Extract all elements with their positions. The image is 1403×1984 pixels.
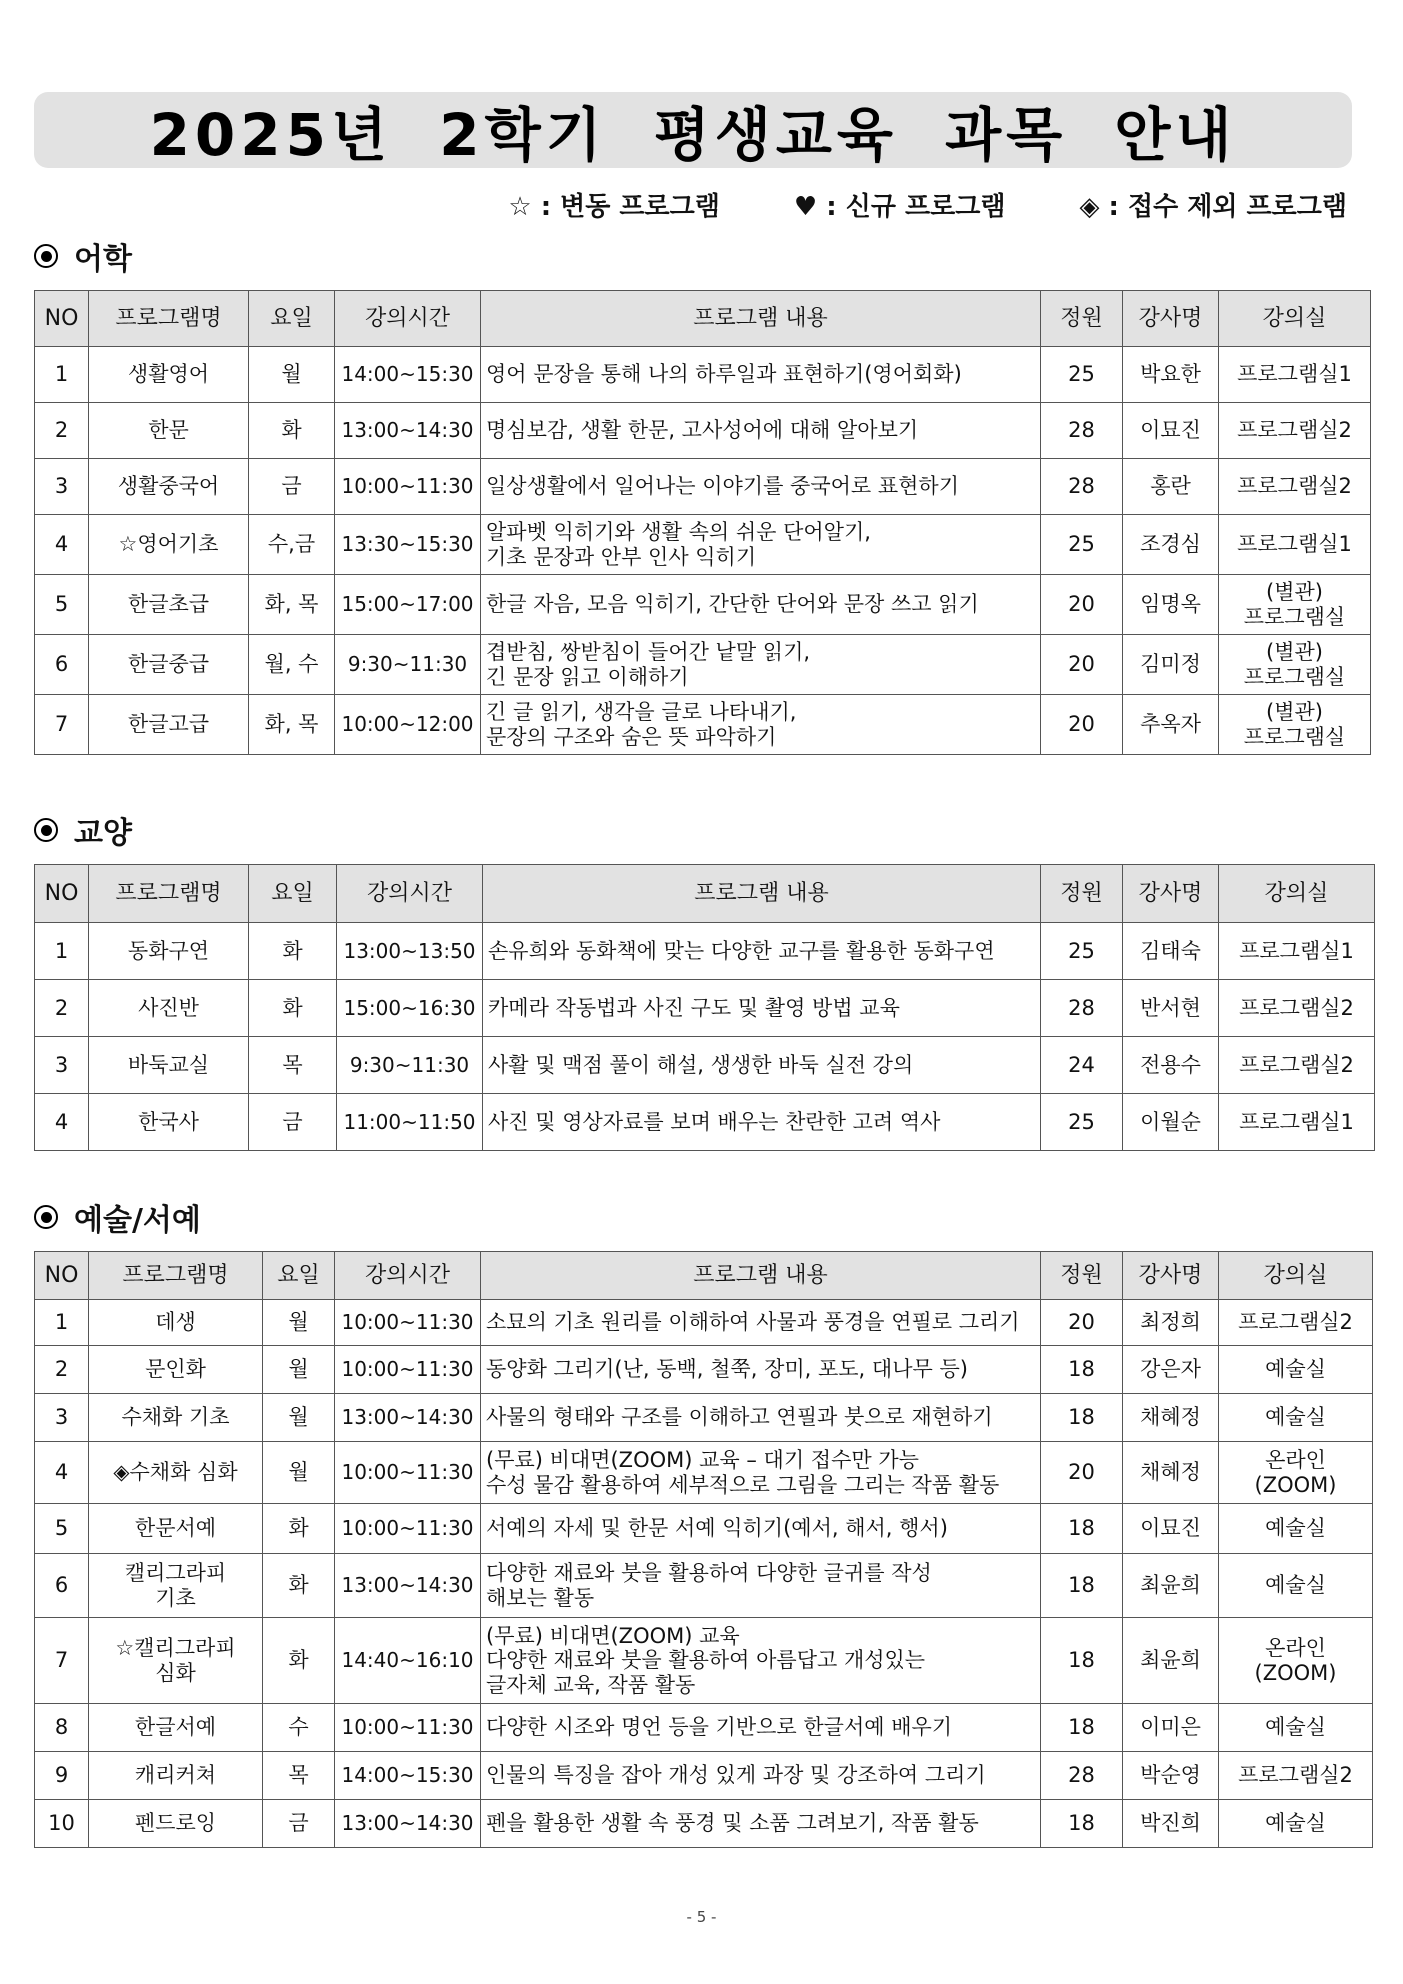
column-header-time: 강의시간: [335, 291, 481, 347]
cell-day: 월: [263, 1300, 335, 1346]
cell-time: 13:00~14:30: [335, 403, 481, 459]
cell-room: 온라인 (ZOOM): [1219, 1442, 1373, 1504]
cell-room: 예술실: [1219, 1346, 1373, 1394]
cell-capacity: 25: [1041, 1094, 1123, 1151]
cell-name: 한문: [89, 403, 249, 459]
cell-content: 겹받침, 쌍받침이 들어간 낱말 읽기, 긴 문장 읽고 이해하기: [481, 635, 1041, 695]
page-number: - 5 -: [686, 1908, 717, 1926]
cell-capacity: 20: [1041, 635, 1123, 695]
cell-instructor: 이묘진: [1123, 1504, 1219, 1554]
cell-name: 한글초급: [89, 575, 249, 635]
cell-capacity: 18: [1041, 1554, 1123, 1618]
cell-room: 프로그램실2: [1219, 1300, 1373, 1346]
table-row: [35, 403, 1371, 459]
cell-time: 15:00~16:30: [337, 980, 483, 1037]
cell-room: 프로그램실2: [1219, 459, 1371, 515]
table-row: [35, 1094, 1375, 1151]
cell-name: 한글서예: [89, 1704, 263, 1752]
cell-instructor: 박순영: [1123, 1752, 1219, 1800]
column-header-room: 강의실: [1219, 1252, 1373, 1300]
radio-bullet-icon: [34, 1205, 58, 1229]
cell-time: 10:00~11:30: [335, 459, 481, 515]
cell-room: 프로그램실1: [1219, 347, 1371, 403]
column-header-content: 프로그램 내용: [481, 1252, 1041, 1300]
cell-day: 월: [249, 347, 335, 403]
cell-instructor: 최정희: [1123, 1300, 1219, 1346]
cell-no: 3: [35, 459, 89, 515]
cell-no: 6: [35, 1554, 89, 1618]
cell-capacity: 28: [1041, 980, 1123, 1037]
cell-instructor: 채혜정: [1123, 1394, 1219, 1442]
column-header-day: 요일: [249, 865, 337, 923]
cell-content: (무료) 비대면(ZOOM) 교육 – 대기 접수만 가능 수성 물감 활용하여 세부적으로 그림을 그리는 작품 활동: [481, 1442, 1041, 1504]
cell-capacity: 28: [1041, 1752, 1123, 1800]
cell-instructor: 이월순: [1123, 1094, 1219, 1151]
table-row: [35, 575, 1371, 635]
cell-no: 6: [35, 635, 89, 695]
cell-room: 예술실: [1219, 1394, 1373, 1442]
cell-capacity: 18: [1041, 1800, 1123, 1848]
cell-name: 데생: [89, 1300, 263, 1346]
cell-content: 손유희와 동화책에 맞는 다양한 교구를 활용한 동화구연: [483, 923, 1041, 980]
table-row: [35, 1300, 1373, 1346]
cell-instructor: 조경심: [1123, 515, 1219, 575]
cell-day: 수: [263, 1704, 335, 1752]
cell-instructor: 박진희: [1123, 1800, 1219, 1848]
title-banner: [34, 92, 1352, 168]
cell-room: 프로그램실2: [1219, 980, 1375, 1037]
cell-name: 캐리커쳐: [89, 1752, 263, 1800]
cell-instructor: 강은자: [1123, 1346, 1219, 1394]
cell-instructor: 임명옥: [1123, 575, 1219, 635]
cell-day: 화: [249, 980, 337, 1037]
cell-no: 10: [35, 1800, 89, 1848]
cell-capacity: 24: [1041, 1037, 1123, 1094]
legend: [508, 186, 1347, 223]
cell-day: 목: [249, 1037, 337, 1094]
cell-content: 알파벳 익히기와 생활 속의 쉬운 단어알기, 기초 문장과 안부 인사 익히기: [481, 515, 1041, 575]
cell-instructor: 반서현: [1123, 980, 1219, 1037]
cell-time: 13:00~13:50: [337, 923, 483, 980]
cell-capacity: 20: [1041, 1300, 1123, 1346]
cell-name: 한문서예: [89, 1504, 263, 1554]
cell-time: 14:00~15:30: [335, 1752, 481, 1800]
cell-instructor: 채혜정: [1123, 1442, 1219, 1504]
cell-content: 서예의 자세 및 한문 서예 익히기(예서, 해서, 행서): [481, 1504, 1041, 1554]
cell-no: 3: [35, 1037, 89, 1094]
cell-name: 동화구연: [89, 923, 249, 980]
cell-room: 프로그램실1: [1219, 923, 1375, 980]
table-row: [35, 1704, 1373, 1752]
table-row: [35, 635, 1371, 695]
table-row: [35, 1800, 1373, 1848]
cell-day: 수,금: [249, 515, 335, 575]
cell-name: 한글중급: [89, 635, 249, 695]
table-row: [35, 923, 1375, 980]
table-row: [35, 1442, 1373, 1504]
section-title: 예술/서예: [74, 1203, 201, 1238]
cell-no: 8: [35, 1704, 89, 1752]
cell-content: 사활 및 맥점 풀이 해설, 생생한 바둑 실전 강의: [483, 1037, 1041, 1094]
cell-capacity: 18: [1041, 1346, 1123, 1394]
cell-name: 사진반: [89, 980, 249, 1037]
cell-name: 문인화: [89, 1346, 263, 1394]
cell-time: 15:00~17:00: [335, 575, 481, 635]
cell-room: 프로그램실2: [1219, 1037, 1375, 1094]
schedule-table: [34, 1251, 1373, 1848]
cell-name: ☆캘리그라피 심화: [89, 1618, 263, 1704]
column-header-day: 요일: [263, 1252, 335, 1300]
cell-capacity: 25: [1041, 515, 1123, 575]
section-heading: [34, 808, 132, 852]
cell-day: 화, 목: [249, 575, 335, 635]
column-header-room: 강의실: [1219, 865, 1375, 923]
cell-name: 바둑교실: [89, 1037, 249, 1094]
column-header-content: 프로그램 내용: [481, 291, 1041, 347]
cell-capacity: 25: [1041, 347, 1123, 403]
cell-content: 사진 및 영상자료를 보며 배우는 찬란한 고려 역사: [483, 1094, 1041, 1151]
table-row: [35, 1037, 1375, 1094]
cell-instructor: 이묘진: [1123, 403, 1219, 459]
cell-day: 월: [263, 1442, 335, 1504]
cell-name: ☆영어기초: [89, 515, 249, 575]
table-header-row: [35, 1252, 1373, 1300]
table-row: [35, 1554, 1373, 1618]
cell-time: 9:30~11:30: [335, 635, 481, 695]
cell-content: (무료) 비대면(ZOOM) 교육 다양한 재료와 붓을 활용하여 아름답고 개성있는 글자체 교육, 작품 활동: [481, 1618, 1041, 1704]
cell-content: 인물의 특징을 잡아 개성 있게 과장 및 강조하여 그리기: [481, 1752, 1041, 1800]
cell-day: 화: [263, 1504, 335, 1554]
cell-no: 1: [35, 1300, 89, 1346]
table-row: [35, 347, 1371, 403]
cell-day: 월: [263, 1346, 335, 1394]
cell-no: 5: [35, 1504, 89, 1554]
cell-capacity: 20: [1041, 1442, 1123, 1504]
cell-content: 다양한 재료와 붓을 활용하여 다양한 글귀를 작성 해보는 활동: [481, 1554, 1041, 1618]
cell-instructor: 최윤희: [1123, 1554, 1219, 1618]
cell-room: 예술실: [1219, 1800, 1373, 1848]
cell-content: 긴 글 읽기, 생각을 글로 나타내기, 문장의 구조와 숨은 뜻 파악하기: [481, 695, 1041, 755]
cell-name: 수채화 기초: [89, 1394, 263, 1442]
cell-no: 2: [35, 980, 89, 1037]
cell-room: 프로그램실1: [1219, 515, 1371, 575]
cell-day: 화: [249, 923, 337, 980]
cell-content: 다양한 시조와 명언 등을 기반으로 한글서예 배우기: [481, 1704, 1041, 1752]
legend-changed: ☆ : 변동 프로그램: [508, 192, 720, 222]
cell-no: 7: [35, 1618, 89, 1704]
column-header-no: NO: [35, 865, 89, 923]
radio-bullet-icon: [34, 244, 58, 268]
cell-time: 13:00~14:30: [335, 1394, 481, 1442]
cell-day: 월: [263, 1394, 335, 1442]
cell-room: 온라인 (ZOOM): [1219, 1618, 1373, 1704]
cell-instructor: 추옥자: [1123, 695, 1219, 755]
radio-bullet-icon: [34, 818, 58, 842]
page-title: 2025년 2학기 평생교육 과목 안내: [149, 101, 1237, 169]
cell-instructor: 홍란: [1123, 459, 1219, 515]
cell-day: 금: [249, 1094, 337, 1151]
table-header-row: [35, 291, 1371, 347]
cell-content: 명심보감, 생활 한문, 고사성어에 대해 알아보기: [481, 403, 1041, 459]
cell-content: 사물의 형태와 구조를 이해하고 연필과 붓으로 재현하기: [481, 1394, 1041, 1442]
table-header-row: [35, 865, 1375, 923]
schedule-table: [34, 290, 1371, 755]
cell-room: (별관) 프로그램실: [1219, 635, 1371, 695]
column-header-name: 프로그램명: [89, 1252, 263, 1300]
column-header-instructor: 강사명: [1123, 865, 1219, 923]
cell-day: 월, 수: [249, 635, 335, 695]
cell-no: 1: [35, 923, 89, 980]
cell-time: 10:00~12:00: [335, 695, 481, 755]
cell-no: 4: [35, 1442, 89, 1504]
cell-time: 11:00~11:50: [337, 1094, 483, 1151]
cell-time: 10:00~11:30: [335, 1346, 481, 1394]
cell-room: 프로그램실2: [1219, 403, 1371, 459]
cell-capacity: 20: [1041, 695, 1123, 755]
cell-time: 10:00~11:30: [335, 1300, 481, 1346]
column-header-name: 프로그램명: [89, 865, 249, 923]
cell-room: (별관) 프로그램실: [1219, 695, 1371, 755]
table-row: [35, 980, 1375, 1037]
cell-no: 4: [35, 515, 89, 575]
cell-content: 동양화 그리기(난, 동백, 철쭉, 장미, 포도, 대나무 등): [481, 1346, 1041, 1394]
table-row: [35, 695, 1371, 755]
legend-new: ♥ : 신규 프로그램: [793, 192, 1006, 222]
section-title: 어학: [74, 242, 132, 277]
cell-no: 4: [35, 1094, 89, 1151]
column-header-room: 강의실: [1219, 291, 1371, 347]
cell-instructor: 김태숙: [1123, 923, 1219, 980]
cell-name: ◈수채화 심화: [89, 1442, 263, 1504]
column-header-content: 프로그램 내용: [483, 865, 1041, 923]
cell-instructor: 김미정: [1123, 635, 1219, 695]
cell-time: 10:00~11:30: [335, 1442, 481, 1504]
cell-time: 13:00~14:30: [335, 1800, 481, 1848]
cell-capacity: 28: [1041, 403, 1123, 459]
cell-day: 화: [263, 1618, 335, 1704]
cell-name: 캘리그라피 기초: [89, 1554, 263, 1618]
cell-capacity: 20: [1041, 575, 1123, 635]
table-row: [35, 1346, 1373, 1394]
cell-content: 카메라 작동법과 사진 구도 및 촬영 방법 교육: [483, 980, 1041, 1037]
cell-name: 펜드로잉: [89, 1800, 263, 1848]
column-header-time: 강의시간: [335, 1252, 481, 1300]
cell-time: 13:00~14:30: [335, 1554, 481, 1618]
cell-content: 소묘의 기초 원리를 이해하여 사물과 풍경을 연필로 그리기: [481, 1300, 1041, 1346]
section-heading: [34, 234, 132, 278]
cell-capacity: 18: [1041, 1704, 1123, 1752]
table-row: [35, 1504, 1373, 1554]
legend-excluded: ◈ : 접수 제외 프로그램: [1079, 192, 1347, 222]
cell-instructor: 박요한: [1123, 347, 1219, 403]
column-header-capacity: 정원: [1041, 865, 1123, 923]
cell-capacity: 28: [1041, 459, 1123, 515]
cell-name: 생활중국어: [89, 459, 249, 515]
cell-capacity: 18: [1041, 1504, 1123, 1554]
cell-no: 2: [35, 403, 89, 459]
column-header-name: 프로그램명: [89, 291, 249, 347]
cell-no: 5: [35, 575, 89, 635]
cell-instructor: 전용수: [1123, 1037, 1219, 1094]
cell-content: 펜을 활용한 생활 속 풍경 및 소품 그려보기, 작품 활동: [481, 1800, 1041, 1848]
cell-room: 예술실: [1219, 1554, 1373, 1618]
cell-no: 2: [35, 1346, 89, 1394]
cell-day: 금: [263, 1800, 335, 1848]
cell-room: 프로그램실2: [1219, 1752, 1373, 1800]
cell-capacity: 18: [1041, 1618, 1123, 1704]
cell-time: 10:00~11:30: [335, 1704, 481, 1752]
cell-day: 화: [263, 1554, 335, 1618]
cell-room: 예술실: [1219, 1704, 1373, 1752]
cell-no: 9: [35, 1752, 89, 1800]
column-header-no: NO: [35, 291, 89, 347]
cell-name: 한글고급: [89, 695, 249, 755]
cell-time: 9:30~11:30: [337, 1037, 483, 1094]
table-row: [35, 515, 1371, 575]
cell-room: 예술실: [1219, 1504, 1373, 1554]
column-header-time: 강의시간: [337, 865, 483, 923]
section-title: 교양: [74, 816, 132, 851]
column-header-day: 요일: [249, 291, 335, 347]
cell-no: 7: [35, 695, 89, 755]
column-header-no: NO: [35, 1252, 89, 1300]
table-row: [35, 1394, 1373, 1442]
table-row: [35, 1752, 1373, 1800]
column-header-capacity: 정원: [1041, 1252, 1123, 1300]
cell-no: 1: [35, 347, 89, 403]
cell-capacity: 18: [1041, 1394, 1123, 1442]
cell-room: (별관) 프로그램실: [1219, 575, 1371, 635]
cell-day: 목: [263, 1752, 335, 1800]
cell-time: 13:30~15:30: [335, 515, 481, 575]
cell-day: 금: [249, 459, 335, 515]
cell-content: 한글 자음, 모음 익히기, 간단한 단어와 문장 쓰고 읽기: [481, 575, 1041, 635]
cell-instructor: 최윤희: [1123, 1618, 1219, 1704]
column-header-instructor: 강사명: [1123, 1252, 1219, 1300]
cell-name: 한국사: [89, 1094, 249, 1151]
cell-day: 화, 목: [249, 695, 335, 755]
cell-content: 영어 문장을 통해 나의 하루일과 표현하기(영어회화): [481, 347, 1041, 403]
section-heading: [34, 1195, 201, 1239]
cell-time: 14:40~16:10: [335, 1618, 481, 1704]
cell-capacity: 25: [1041, 923, 1123, 980]
cell-room: 프로그램실1: [1219, 1094, 1375, 1151]
cell-time: 14:00~15:30: [335, 347, 481, 403]
table-row: [35, 1618, 1373, 1704]
column-header-instructor: 강사명: [1123, 291, 1219, 347]
table-row: [35, 459, 1371, 515]
cell-no: 3: [35, 1394, 89, 1442]
cell-time: 10:00~11:30: [335, 1504, 481, 1554]
schedule-table: [34, 864, 1375, 1151]
cell-content: 일상생활에서 일어나는 이야기를 중국어로 표현하기: [481, 459, 1041, 515]
column-header-capacity: 정원: [1041, 291, 1123, 347]
cell-day: 화: [249, 403, 335, 459]
cell-name: 생활영어: [89, 347, 249, 403]
cell-instructor: 이미은: [1123, 1704, 1219, 1752]
